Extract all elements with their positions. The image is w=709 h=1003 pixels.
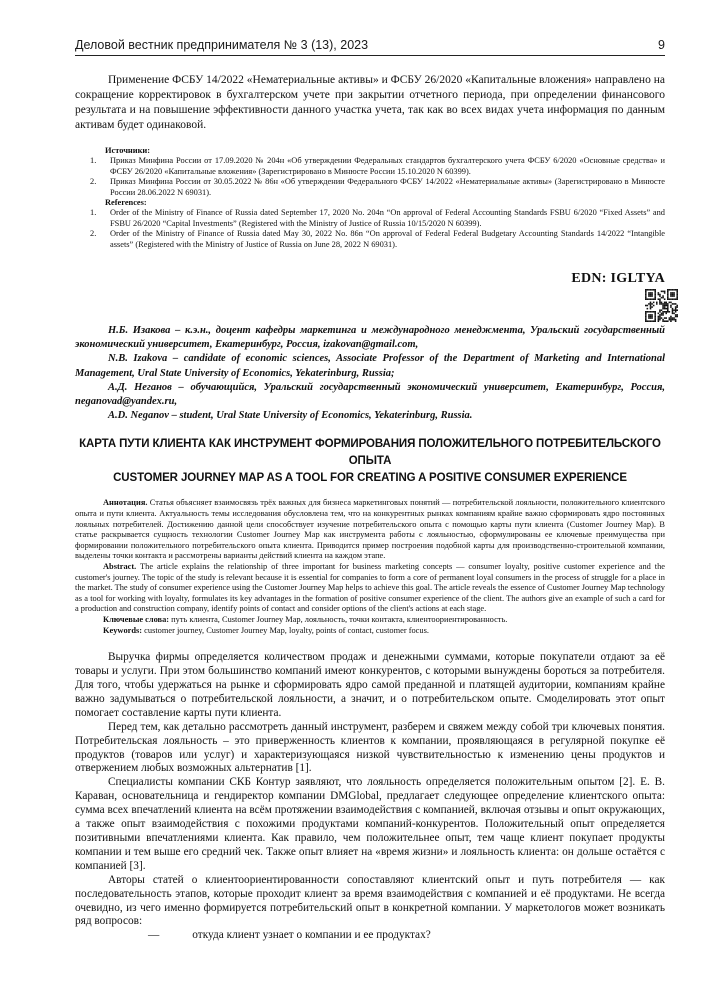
body-paragraph: Специалисты компании СКБ Контур заявляют, что лояльность определяется положительным опытом [2]. Е. В. Караван, основательница и гендиректор компании DMGlobal, предлагает следующее определение клиентского опыта: сумма всех впечатлений клиента на всём протяжении взаимодействия с компанией, включая отзывы и опыт окружающих, а также опыт взаимодействия с похожими продуктами компаний-конкурентов. Положительный опыт определяется позитивными впечатлениями клиента. Как правило, чем положительнее опыт, тем чаще клиент покупает продукты компании и тем выше его средний чек. Также опыт влияет на «время жизни» и лояльность клиента: он дольше остаётся с компанией [3]. bbox=[75, 776, 665, 872]
author-line: А.Д. Неганов – обучающийся, Уральский государственный экономический университет, Екатеринбург, Россия, neganovad@yandex.ru, bbox=[75, 381, 665, 408]
qr-code-icon bbox=[645, 289, 678, 322]
article-title bbox=[75, 436, 665, 487]
keywords-en bbox=[75, 626, 665, 637]
journal-title: Деловой вестник предпринимателя № 3 (13), 2023 bbox=[75, 38, 369, 52]
reference-number: 1. bbox=[90, 208, 97, 218]
reference-number: 2. bbox=[90, 229, 97, 239]
authors-block bbox=[75, 324, 665, 423]
question-text: откуда клиент узнает о компании и ее продуктах? bbox=[192, 929, 431, 942]
author-line: Н.Б. Изакова – к.э.н., доцент кафедры маркетинга и международного менеджмента, Уральский государственный экономический университет, Екатеринбург, Россия, izakovan@gmail.com, bbox=[75, 325, 665, 351]
keywords-ru-text: путь клиента, Customer Journey Map, лояльность, точки контакта, клиентоориентированность. bbox=[169, 615, 508, 625]
abstract-en-text: The article explains the relationship of three important for business marketing concepts — consumer loyalty, positive customer experience and the customer's journey. The topic of the study is relevant because it is essential for companies to form a core of permanent loyal consumers in the process of struggle for a place in the market. The study of consumer experience using the Customer Journey Map helps to achieve this goal. The article reveals the essence of Customer Journey Map technology as a tool for working with loyalty, formulates its key advantages in the formation of positive consumer experience of the client. The authors give an example of such a card for a production and construction company, identify points of contact and consider options of the client's actions at each stage. bbox=[75, 562, 665, 614]
abstract-en bbox=[75, 562, 665, 615]
edn-code: EDN: IGLTYA bbox=[571, 271, 665, 287]
running-head bbox=[75, 38, 665, 56]
author-line: N.B. Izakova – candidate of economic sciences, Associate Professor of the Department of Marketing and International Management, Ural State University of Economics, Yekaterinburg, Russia; bbox=[75, 353, 665, 379]
annotation-ru-label: Аннотация. bbox=[103, 498, 148, 508]
author-line: A.D. Neganov – student, Ural State University of Economics, Yekaterinburg, Russia. bbox=[108, 410, 473, 422]
reference-item bbox=[75, 229, 665, 250]
keywords-en-text: customer journey, Customer Journey Map, loyalty, points of contact, customer focus. bbox=[142, 625, 429, 635]
references-heading: References: bbox=[105, 198, 147, 208]
annotation-ru-text: Статья объясняет взаимосвязь трёх важных для бизнеса маркетинговых понятий — потребительской лояльности, положительного клиентского опыта и пути клиента. Актуальность темы исследования обусловлена тем, что на конкурентных рынках компаниям крайне важно сформировать ядро постоянных лояльных потребителей. Достижению данной цели способствует изучение потребительского опыта с помощью карты пути клиента (Customer Journey Map). В статье раскрывается сущность технологии Customer Journey Map как инструмента работы с лояльностью, сформулированы ее ключевые преимущества при формировании положительного потребительского опыта клиента. Приводится пример построения подобной карты для производственно-строительной компании, выделены точки контакта и рассмотрены варианты действий клиента на каждом этапе. bbox=[75, 498, 665, 561]
question-list-item bbox=[75, 929, 665, 943]
dash-marker: — bbox=[148, 929, 160, 942]
article-body bbox=[75, 651, 665, 943]
source-text: Приказ Минфина России от 17.09.2020 № 204н «Об утверждении Федеральных стандартов бухгалтерского учета ФСБУ 6/2020 «Основные средства» и ФСБУ 26/2020 «Капитальные вложения» (Зарегистрировано в Минюсте России 15.10.2020 N 60399). bbox=[110, 156, 665, 176]
keywords-ru-label: Ключевые слова: bbox=[103, 615, 170, 625]
abstract-en-label: Abstract. bbox=[103, 562, 137, 572]
article-title-en: CUSTOMER JOURNEY MAP AS A TOOL FOR CREATING A POSITIVE CONSUMER EXPERIENCE bbox=[113, 472, 627, 485]
qr-wrap bbox=[75, 289, 678, 322]
source-text: Приказ Минфина России от 30.05.2022 № 86н «Об утверждении Федерального ФСБУ 14/2022 «Нематериальные активы» (Зарегистрировано в Минюсте России 28.06.2022 N 69031). bbox=[110, 177, 665, 197]
intro-paragraph: Применение ФСБУ 14/2022 «Нематериальные активы» и ФСБУ 26/2020 «Капитальные вложения» направлено на сокращение корректировок в бухгалтерском учете при закрытии отчетного периода, при определении финансового результата и на повышение эффективности данного участка учета, так как во всех видах учета информация по данным активам будет одинаковой. bbox=[75, 74, 665, 131]
body-paragraph: Перед тем, как детально рассмотреть данный инструмент, разберем и свяжем между собой три ключевых понятия. Потребительская лояльность – это приверженность клиентов к компании, проявляющаяся в регулярной покупке её продуктов (товаров или услуг) и характеризующаяся низкой чувствительностью к изменению цены продуктов и отвержением любых возможных альтернатив [1]. bbox=[75, 720, 665, 775]
body-paragraph: Выручка фирмы определяется количеством продаж и денежными суммами, которые покупатели отдают за её товары и услуги. При этом большинство компаний имеют конкурентов, с которыми вынуждены бороться за потребителя. Для того, чтобы удержаться на рынке и сформировать ядро самой преданной и платящей аудитории, компаниям крайне важно задумываться о потребительской лояльности, а значит, и о потребительском опыте. Смоделировать этот опыт помогает составление карты пути клиента. bbox=[75, 651, 665, 719]
keywords-ru bbox=[75, 615, 665, 626]
source-number: 2. bbox=[90, 177, 97, 187]
annotation-block bbox=[75, 498, 665, 636]
source-number: 1. bbox=[90, 156, 97, 166]
reference-text: Order of the Ministry of Finance of Russia dated September 17, 2020 No. 204n “On approval of Federal Accounting Standards FSBU 6/2020 “Fixed Assets” and FSBU 26/2020 “Capital Investments” (Registered with the Ministry of Justice of Russia 10/15/2020 N 60399). bbox=[110, 208, 665, 228]
keywords-en-label: Keywords: bbox=[103, 625, 143, 635]
source-item bbox=[75, 177, 665, 198]
body-paragraph: Авторы статей о клиентоориентированности сопоставляют клиентский опыт и путь потребителя — как последовательность этапов, которые проходит клиент за время взаимодействия с компанией и её продуктами. Не всегда очевидно, из чего именно формируется потребительский опыт в конкретной компании. У маркетологов может возникать ряд вопросов: bbox=[75, 873, 665, 928]
sources-section bbox=[75, 146, 665, 250]
reference-text: Order of the Ministry of Finance of Russia dated May 30, 2022 No. 86n “On approval of Federal Federal Budgetary Accounting Standards 14/2022 “Intangible assets” (Registered with the Ministry of Justice of Russia on June 28, 2022 N 69031). bbox=[110, 229, 665, 249]
page-number: 9 bbox=[658, 38, 665, 52]
reference-item bbox=[75, 208, 665, 229]
source-item bbox=[75, 156, 665, 177]
article-title-ru: КАРТА ПУТИ КЛИЕНТА КАК ИНСТРУМЕНТ ФОРМИРОВАНИЯ ПОЛОЖИТЕЛЬНОГО ПОТРЕБИТЕЛЬСКОГО ОПЫТА bbox=[79, 438, 661, 468]
sources-heading: Источники: bbox=[105, 146, 151, 155]
annotation-ru bbox=[75, 498, 665, 562]
